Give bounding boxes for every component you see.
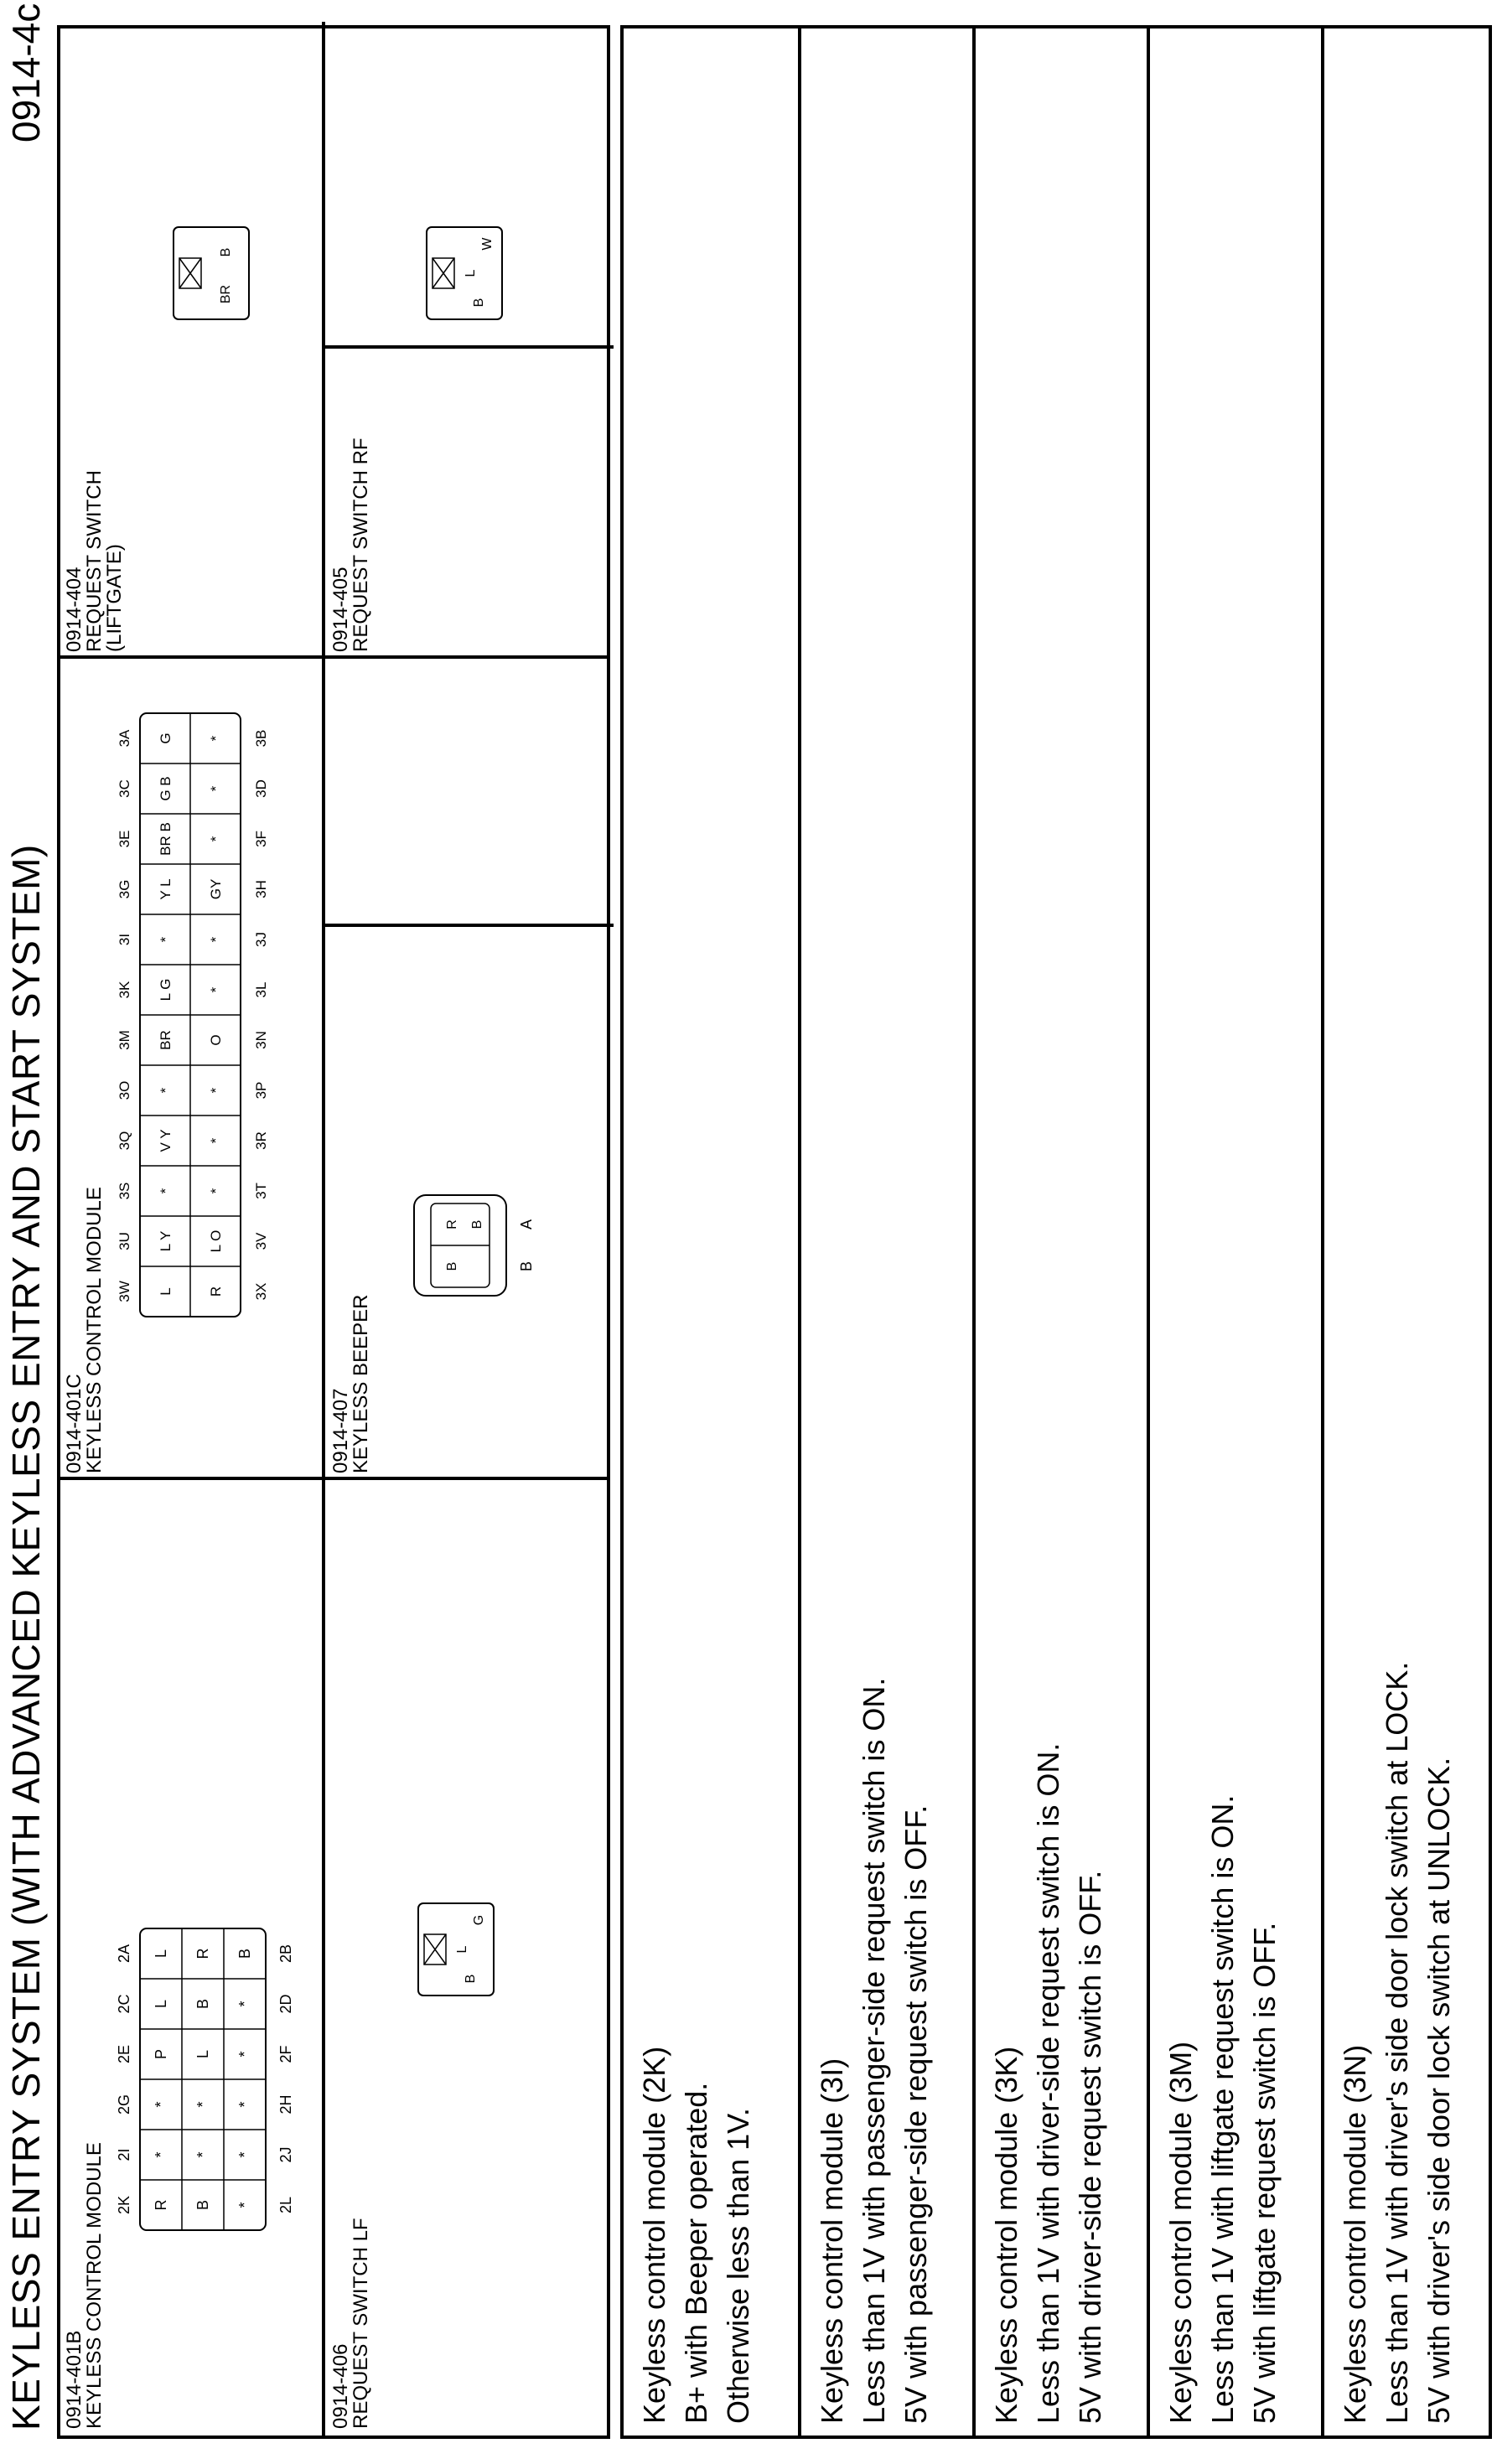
pin-label: 2E: [116, 2044, 132, 2064]
note-row: [1321, 28, 1489, 2436]
connector-name: KEYLESS BEEPER: [350, 1294, 372, 1473]
connector-code: 0914-401B: [63, 2330, 85, 2429]
pin-label: 3D: [253, 779, 269, 798]
wire-color: V Y: [158, 1129, 174, 1152]
connector-name: KEYLESS CONTROL MODULE: [83, 1187, 106, 1473]
pin-label: 3J: [253, 932, 269, 947]
connector-diagram-401b: [111, 1866, 320, 2234]
connector-table: [57, 25, 610, 2439]
wire-color: *: [208, 836, 224, 842]
page-title: KEYLESS ENTRY SYSTEM (WITH ADVANCED KEYLESS ENTRY AND START SYSTEM): [4, 844, 48, 2430]
pin-label: 3Q: [117, 1131, 132, 1151]
pin-label: 3S: [117, 1182, 132, 1200]
wire-color: R: [208, 1286, 224, 1297]
connector-name: REQUEST SWITCH LF: [350, 2218, 372, 2429]
wire-color: G: [158, 732, 174, 744]
pin-label: B: [518, 1260, 535, 1272]
note-line: Keyless control module (2K): [637, 2046, 671, 2424]
pin-label: 3R: [253, 1131, 269, 1150]
wire-color: BR B: [158, 822, 174, 856]
pin-label: A: [518, 1219, 535, 1230]
wire-color: *: [194, 2151, 211, 2158]
connector-code: 0914-401C: [63, 1374, 85, 1473]
pin-label: 2F: [277, 2045, 294, 2063]
wire-color: BR: [158, 1030, 174, 1050]
pin-label: 3U: [117, 1232, 132, 1250]
wire-color: G: [472, 1914, 486, 1926]
pin-label: 3G: [117, 879, 132, 899]
connector-diagram-407: [406, 1145, 565, 1312]
wire-color: B: [472, 298, 486, 308]
connector-0914-406: [322, 1480, 614, 2436]
note-line: Keyless control module (3N): [1338, 2044, 1372, 2424]
pin-label: 2A: [116, 1944, 132, 1964]
wire-color: L: [153, 1949, 169, 1959]
page-code: 0914-4c: [4, 3, 48, 142]
wire-color: O: [208, 1034, 224, 1046]
note-row: [972, 28, 1147, 2436]
wire-color: B: [464, 1974, 478, 1984]
note-line: 5V with passenger-side request switch is OFF.: [899, 1804, 933, 2424]
note-line: Keyless control module (3M): [1163, 2041, 1198, 2424]
connector-name: KEYLESS CONTROL MODULE: [83, 2142, 106, 2429]
wire-color: *: [208, 1188, 224, 1194]
connector-0914-407: [322, 927, 614, 1480]
connector-code: 0914-406: [329, 2343, 352, 2429]
wire-color: *: [236, 2202, 253, 2208]
wire-color: Y L: [158, 878, 174, 900]
connector-code: 0914-404: [63, 567, 85, 652]
wire-color: *: [236, 2001, 253, 2007]
pin-label: 3L: [253, 981, 269, 998]
wire-color: L: [158, 1287, 174, 1296]
pin-label: 2C: [116, 1994, 132, 2014]
note-row: [624, 28, 798, 2436]
pin-label: 2B: [277, 1944, 294, 1964]
note-line: Keyless control module (3I): [815, 2058, 849, 2424]
connector-code: 0914-407: [329, 1388, 352, 1473]
notes-table: [620, 25, 1492, 2439]
wire-color: *: [236, 2101, 253, 2108]
wire-color: R: [194, 1948, 211, 1959]
wire-color: R: [445, 1219, 459, 1229]
pin-label: 3V: [253, 1232, 269, 1250]
connector-diagram-406: [414, 1899, 506, 2000]
wire-color: B: [219, 247, 233, 257]
wire-color: B: [445, 1261, 459, 1271]
wire-color: L O: [208, 1229, 224, 1253]
wire-color: BR: [219, 284, 233, 304]
pin-label: 3I: [117, 933, 132, 946]
pin-label: 3X: [253, 1282, 269, 1301]
pin-label: 3T: [253, 1183, 269, 1199]
connector-code: 0914-405: [329, 567, 352, 652]
wire-color: *: [236, 2051, 253, 2058]
connector-diagram-405: [422, 215, 515, 324]
wire-color: L: [194, 2049, 211, 2059]
wire-color: L: [455, 1945, 469, 1954]
pin-label: 3E: [117, 830, 132, 848]
wire-color: P: [153, 2048, 169, 2060]
note-line: Less than 1V with passenger-side request switch is ON.: [857, 1677, 891, 2424]
note-line: Less than 1V with driver-side request switch is ON.: [1031, 1742, 1065, 2424]
pin-label: 2I: [116, 2148, 132, 2161]
wire-color: GY: [208, 878, 224, 900]
wire-color: *: [158, 936, 174, 943]
wire-color: W: [480, 237, 495, 251]
note-line: 5V with liftgate request switch is OFF.: [1247, 1922, 1282, 2424]
wire-color: *: [158, 1087, 174, 1094]
note-row: [1147, 28, 1321, 2436]
connector-name: REQUEST SWITCH RF: [350, 437, 372, 652]
note-line: 5V with driver's side door lock switch at UNLOCK.: [1422, 1757, 1456, 2424]
wire-color: G B: [158, 776, 174, 801]
connector-diagram-404: [169, 215, 262, 324]
wire-color: *: [153, 2151, 169, 2158]
wire-color: B: [236, 1948, 253, 1959]
connector-0914-405: [322, 22, 614, 659]
wire-color: L Y: [158, 1230, 174, 1252]
pin-label: 2H: [277, 2094, 294, 2115]
pin-label: 3A: [117, 729, 132, 748]
pin-label: 3H: [253, 880, 269, 898]
pin-label: 3N: [253, 1031, 269, 1049]
wire-color: L: [464, 269, 478, 277]
wire-color: *: [208, 936, 224, 943]
pin-label: 3M: [117, 1030, 132, 1050]
wire-color: B: [470, 1219, 484, 1229]
note-row: [798, 28, 972, 2436]
pin-label: 2K: [116, 2195, 132, 2215]
connector-housing: [174, 227, 249, 319]
wire-color: *: [208, 1137, 224, 1144]
pin-label: 3F: [253, 831, 269, 847]
pin-label: 3K: [117, 981, 132, 999]
pin-label: 2G: [116, 2094, 132, 2115]
pin-label: 3O: [117, 1080, 132, 1100]
note-line: Otherwise less than 1V.: [721, 2108, 755, 2424]
note-line: Less than 1V with liftgate request switch is ON.: [1205, 1794, 1240, 2424]
wire-color: *: [208, 735, 224, 742]
pin-label: 3C: [117, 779, 132, 798]
note-line: 5V with driver-side request switch is OFF.: [1073, 1870, 1107, 2424]
wire-color: R: [153, 2199, 169, 2211]
pin-label: 2L: [277, 2196, 294, 2214]
wire-color: L: [153, 1999, 169, 2009]
connector-0914-404: [60, 22, 322, 659]
wire-color: B: [194, 2199, 211, 2211]
wire-color: L G: [158, 978, 174, 1002]
connector-diagram-401c: [111, 650, 320, 1321]
wire-color: *: [236, 2151, 253, 2158]
pin-label: 3P: [253, 1081, 269, 1100]
note-line: Less than 1V with driver's side door lock switch at LOCK.: [1380, 1661, 1414, 2424]
wire-color: *: [208, 1087, 224, 1094]
wire-color: B: [194, 1998, 211, 2010]
connector-name-line2: (LIFTGATE): [103, 544, 126, 652]
wire-color: *: [158, 1188, 174, 1194]
note-line: B+ with Beeper operated.: [679, 2082, 713, 2424]
pin-label: 2D: [277, 1994, 294, 2014]
wire-color: *: [194, 2101, 211, 2108]
pin-label: 2J: [277, 2146, 294, 2163]
wire-color: *: [153, 2101, 169, 2108]
connector-0914-401b: [60, 1480, 322, 2436]
wire-color: *: [208, 785, 224, 792]
note-line: Keyless control module (3K): [989, 2046, 1023, 2424]
connector-name: REQUEST SWITCH: [83, 470, 106, 652]
wire-color: *: [208, 986, 224, 993]
pin-label: 3B: [253, 729, 269, 748]
pin-label: 3W: [117, 1281, 132, 1302]
